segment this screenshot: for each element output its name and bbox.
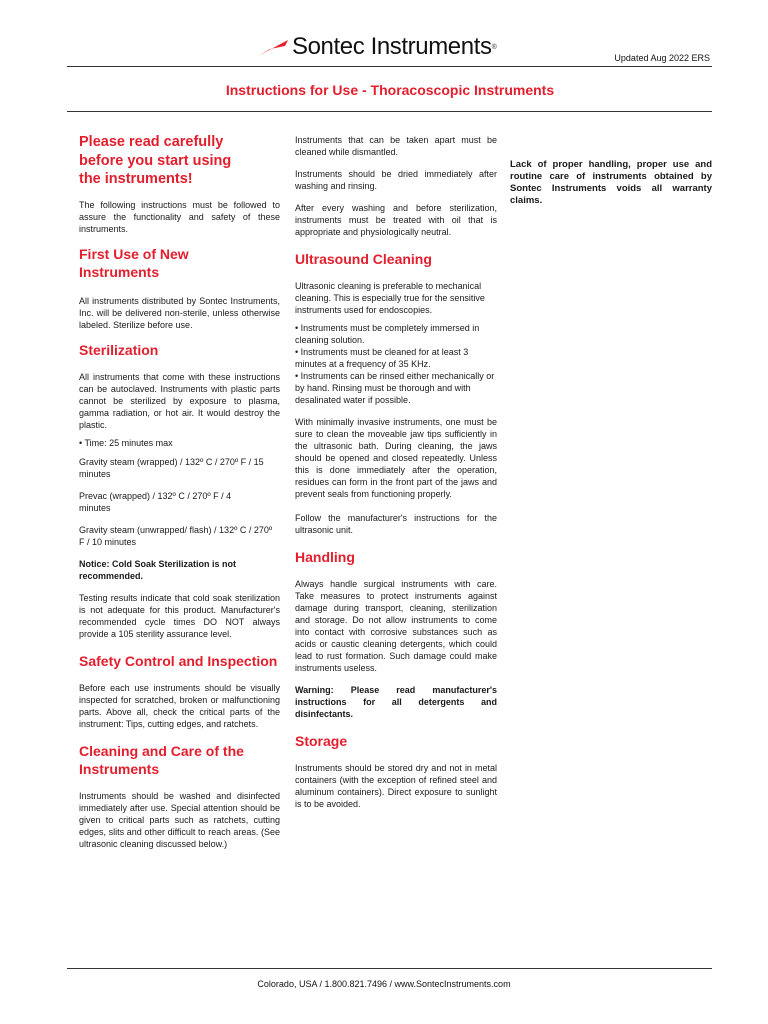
handling-heading: Handling [295, 549, 355, 565]
handling-text: Always handle surgical instruments with care. Take measures to protect instruments against damage during transport, cleaning, sterilization and storage. Do not allow instruments to come into contact with corrosive substances such as acids or caustic cleaning detergents, which could lead to rust formation. Such damage could make instruments useless. [295, 579, 497, 673]
warranty-text: Lack of proper handling, proper use and routine care of instruments obtained by Sontec Instruments voids all warranty claims. [510, 159, 712, 206]
ultrasound-heading: Ultrasound Cleaning [295, 251, 432, 267]
storage-heading: Storage [295, 733, 348, 749]
gravity-unwrapped: Gravity steam (unwrapped/ flash) / 132º C / 270º F / 10 minutes [79, 524, 273, 547]
swoosh-logo-icon [256, 37, 290, 57]
warning-text: Warning: Please read manufacturer's instructions for all detergents and disinfectants. [295, 685, 497, 719]
prevac-wrapped: Prevac (wrapped) / 132º C / 270º F / 4 minutes [79, 490, 232, 513]
page-title: Instructions for Use - Thoracoscopic Instruments [225, 82, 555, 98]
safety-text: Before each use instruments should be visually inspected for scratched, broken or malfunctioning parts. Above all, check the critical parts of the instrument: Tips, cutting edges, and ratchets. [79, 682, 280, 729]
testing-text: Testing results indicate that cold soak sterilization is not adequate for this product. Manufacturer's recommended cycle times DO NOT always provide a 105 sterility assurance level. [79, 592, 280, 639]
safety-heading: Safety Control and Inspection [79, 652, 278, 669]
title-rule [67, 111, 712, 112]
column-right [510, 159, 712, 207]
dried-text: Instruments should be dried immediately after washing and rinsing. [295, 169, 497, 191]
invasive-text: With minimally invasive instruments, one must be sure to clean the moveable jaw tips sufficiently in the ultrasonic bath. During cleaning, the jaws should be opened and closed repeatedly. Unless this is done immediately after the operation, residues can form in the front part of the jaws and prevent seals from functioning properly. [295, 417, 497, 499]
follow-text: Follow the manufacturer's instructions for the ultrasonic unit. [295, 513, 497, 535]
column-middle [295, 134, 497, 820]
intro-text: The following instructions must be followed to assure the functionality and safety of these instruments. [79, 199, 280, 234]
logo-text: Sontec Instruments [292, 33, 492, 60]
column-left [79, 133, 280, 860]
oil-text: After every washing and before sterilization, instruments must be treated with oil that is appropriate and physiologically neutral. [295, 203, 497, 237]
ultrasound-bullet-3: • Instruments can be rinsed either mechanically or by hand. Rinsing must be thorough and with desalinated water if possible. [295, 371, 495, 405]
ultrasound-bullet-1: • Instruments must be completely immersed in cleaning solution. [295, 323, 480, 345]
intro-heading: Please read carefully before you start using the instruments! [79, 134, 232, 187]
sterilization-time: • Time: 25 minutes max [79, 437, 173, 448]
updated-date: Updated Aug 2022 ERS [614, 53, 710, 63]
storage-text: Instruments should be stored dry and not in metal containers (with the exception of refined steel and aluminum containers). Direct exposure to sunlight is to be avoided. [295, 763, 497, 809]
cleaning-text: Instruments should be washed and disinfected immediately after use. Special attention should be given to critical parts such as ratchets, cutting edges, slits and other difficult to reach areas. (See ultrasonic cleaning discussed below.) [79, 790, 280, 849]
first-use-text: All instruments distributed by Sontec Instruments, Inc. will be delivered non-sterile, unless otherwise labeled. Sterilize before use. [79, 295, 280, 330]
apart-text: Instruments that can be taken apart must be cleaned while dismantled. [295, 135, 497, 157]
cleaning-heading: Cleaning and Care of the Instruments [79, 742, 244, 777]
header-rule [67, 66, 712, 67]
cold-soak-notice: Notice: Cold Soak Sterilization is not recommended. [79, 558, 237, 581]
company-logo [256, 34, 497, 60]
footer-rule [67, 968, 712, 969]
gravity-wrapped: Gravity steam (wrapped) / 132º C / 270º F / 15 minutes [79, 456, 264, 479]
footer-contact: Colorado, USA / 1.800.821.7496 / www.SontecInstruments.com [257, 979, 511, 989]
first-use-heading: First Use of New Instruments [79, 245, 189, 280]
registered-mark: ® [491, 43, 497, 51]
sterilization-heading: Sterilization [79, 341, 159, 358]
ultrasound-text: Ultrasonic cleaning is preferable to mechanical cleaning. This is especially true for the sensitive instruments used for endoscopies. [295, 281, 485, 315]
sterilization-text: All instruments that come with these instructions can be autoclaved. Instruments with plastic parts cannot be sterilized by exposure to plasma, gamma radiation, or hot air. It would destroy the plastic. [79, 371, 280, 430]
ultrasound-bullet-2: • Instruments must be cleaned for at least 3 minutes at a frequency of 35 KHz. [295, 347, 469, 369]
